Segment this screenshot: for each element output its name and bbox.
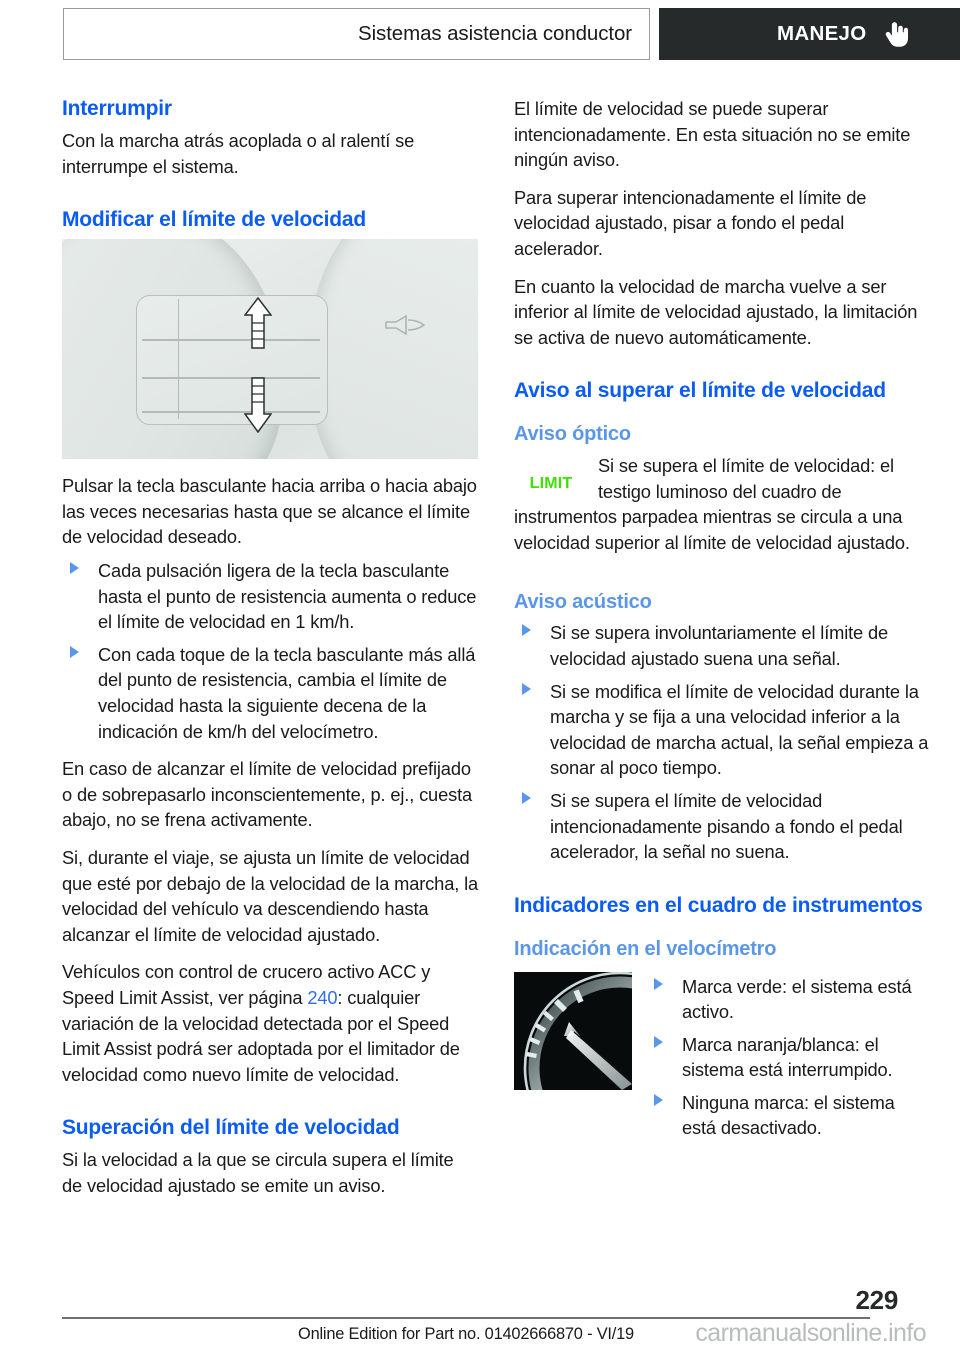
list-item-text: Si se modifica el límite de velocidad durante la marcha y se fija a una velocidad inferior a la velocidad de marcha actual, la señal empieza a sonar al poco tiempo. bbox=[550, 680, 929, 779]
bullet-list-pulsacion bbox=[62, 558, 478, 744]
list-item bbox=[62, 558, 478, 635]
list-item bbox=[514, 620, 930, 671]
list-item bbox=[646, 1032, 930, 1083]
paragraph-superacion: Si la velocidad a la que se circula supera el límite de velocidad ajustado se emite un aviso. bbox=[62, 1149, 454, 1196]
bullet-arrow-icon bbox=[654, 1094, 663, 1106]
page-number: 229 bbox=[855, 1285, 898, 1315]
list-item-text: Cada pulsación ligera de la tecla basculante hasta el punto de resistencia aumenta o reduce el límite de velocidad en 1 km/h. bbox=[98, 560, 477, 633]
watermark-text: carmanualsonline.info bbox=[695, 1319, 926, 1347]
list-item bbox=[646, 1090, 930, 1141]
limit-indicator-figure bbox=[514, 457, 588, 493]
panel-line-3 bbox=[142, 411, 320, 412]
subheading-indicacion-velocimetro: Indicación en el velocímetro bbox=[514, 937, 777, 960]
paragraph-para-superar: Para superar intencionadamente el límite de velocidad ajustado, pisar a fondo el pedal acelerador. bbox=[514, 186, 867, 259]
velocimetro-bullets-wrapper bbox=[646, 972, 930, 1150]
paragraph-en-caso: En caso de alcanzar el límite de velocidad prefijado o de sobrepasarlo inconscientemente, p. ej., cuesta abajo, no se frena activamente. bbox=[62, 758, 473, 831]
list-item-text: Si se supera involuntariamente el límite de velocidad ajustado suena una señal. bbox=[550, 622, 889, 669]
header-chapter-tab bbox=[63, 8, 650, 60]
page-footer bbox=[62, 1285, 926, 1347]
steering-wheel-rim-right bbox=[308, 239, 478, 459]
page-header bbox=[63, 8, 960, 60]
heading-interrumpir: Interrumpir bbox=[62, 97, 172, 120]
panel-line-2 bbox=[142, 377, 320, 378]
right-column bbox=[514, 96, 930, 1149]
bullet-arrow-icon bbox=[522, 792, 531, 804]
velocimetro-block bbox=[514, 972, 930, 1150]
heading-superacion-limite: Superación del límite de velocidad bbox=[62, 1116, 400, 1140]
header-section-tab bbox=[659, 8, 960, 60]
arrow-up-icon bbox=[244, 297, 272, 349]
list-item-text: Con cada toque de la tecla basculante más allá del punto de resistencia, cambia el límite de velocidad hasta la siguiente decena de la indicación de km/h del velocímetro. bbox=[98, 643, 476, 742]
pointing-hand-icon bbox=[883, 20, 909, 48]
heading-indicadores-cuadro: Indicadores en el cuadro de instrumentos bbox=[514, 893, 923, 917]
footer-edition-text: Online Edition for Part no. 01402666870 - VI/19 bbox=[298, 1325, 634, 1343]
list-item bbox=[514, 679, 930, 781]
bullet-arrow-icon bbox=[70, 562, 79, 574]
aviso-optico-block bbox=[514, 453, 930, 563]
list-item bbox=[62, 642, 478, 744]
paragraph-el-limite-intencionadamente: El límite de velocidad se puede superar intencionadamente. En esta situación no se emite ningún aviso. bbox=[514, 98, 911, 171]
paragraph-vehiculos-acc bbox=[62, 959, 478, 1087]
subheading-aviso-acustico: Aviso acústico bbox=[514, 590, 652, 613]
bullet-list-marca bbox=[646, 974, 930, 1142]
speedometer-figure bbox=[514, 972, 632, 1090]
paragraph-vehiculos-pre: Vehículos con control de crucero activo ACC y Speed Limit Assist, ver página bbox=[62, 961, 431, 1008]
page-reference-link[interactable]: 240 bbox=[307, 986, 338, 1008]
bullet-arrow-icon bbox=[654, 978, 663, 990]
bullet-arrow-icon bbox=[522, 683, 531, 695]
bullet-arrow-icon bbox=[654, 1036, 663, 1048]
heading-aviso-al-superar: Aviso al superar el límite de velocidad bbox=[514, 379, 886, 403]
left-column bbox=[62, 96, 478, 1207]
list-item-text: Marca naranja/blanca: el sistema está interrumpido. bbox=[682, 1033, 893, 1081]
paragraph-en-cuanto: En cuanto la velocidad de marcha vuelve a ser inferior al límite de velocidad ajustado, la limitación se activa de nuevo automáticamente. bbox=[514, 275, 918, 348]
paragraph-interrumpir: Con la marcha atrás acoplada o al ralentí se interrumpe el sistema. bbox=[62, 130, 415, 177]
list-item-text: Ninguna marca: el sistema está desactivado. bbox=[682, 1091, 895, 1139]
limit-indicator-icon: LIMIT bbox=[529, 475, 573, 493]
list-item-text: Marca verde: el sistema está activo. bbox=[682, 975, 912, 1023]
list-item bbox=[646, 974, 930, 1025]
bullet-arrow-icon bbox=[522, 624, 531, 636]
list-item bbox=[514, 788, 930, 865]
header-section-title: MANEJO bbox=[777, 22, 867, 45]
paragraph-aviso-optico: Si se supera el límite de velocidad: el testigo luminoso del cuadro de instrumentos parpadea mientras se circula a una velocidad superior al límite de velocidad ajustado. bbox=[514, 455, 910, 553]
paragraph-si-durante-viaje: Si, durante el viaje, se ajusta un límite de velocidad que esté por debajo de la velocidad de la marcha, la velocidad del vehículo va descendiendo hasta alcanzar el límite de velocidad ajustado. bbox=[62, 846, 478, 945]
speedometer-closeup-graphic bbox=[514, 972, 632, 1090]
horn-icon bbox=[382, 313, 426, 337]
panel-line-1 bbox=[142, 339, 320, 340]
arrow-down-icon bbox=[244, 377, 272, 433]
steering-wheel-rocker-switch-figure bbox=[62, 239, 478, 459]
heading-modificar-limite: Modificar el límite de velocidad bbox=[62, 208, 367, 232]
header-chapter-title: Sistemas asistencia conductor bbox=[358, 22, 632, 45]
subheading-aviso-optico: Aviso óptico bbox=[514, 423, 631, 446]
bullet-list-aviso-acustico bbox=[514, 620, 930, 864]
paragraph-pulsar-tecla: Pulsar la tecla basculante hacia arriba o hacia abajo las veces necesarias hasta que se alcance el límite de velocidad deseado. bbox=[62, 475, 477, 548]
bullet-arrow-icon bbox=[70, 646, 79, 658]
paragraph-vehiculos-post: : cualquier variación de la velocidad detectada por el Speed Limit Assist podrá ser adoptada por el limitador de velocidad como nuevo límite de velocidad. bbox=[62, 986, 460, 1085]
switch-panel bbox=[136, 295, 328, 425]
list-item-text: Si se supera el límite de velocidad intencionadamente pisando a fondo el pedal acelerador, la señal no suena. bbox=[550, 789, 903, 863]
panel-line-4 bbox=[178, 299, 179, 419]
